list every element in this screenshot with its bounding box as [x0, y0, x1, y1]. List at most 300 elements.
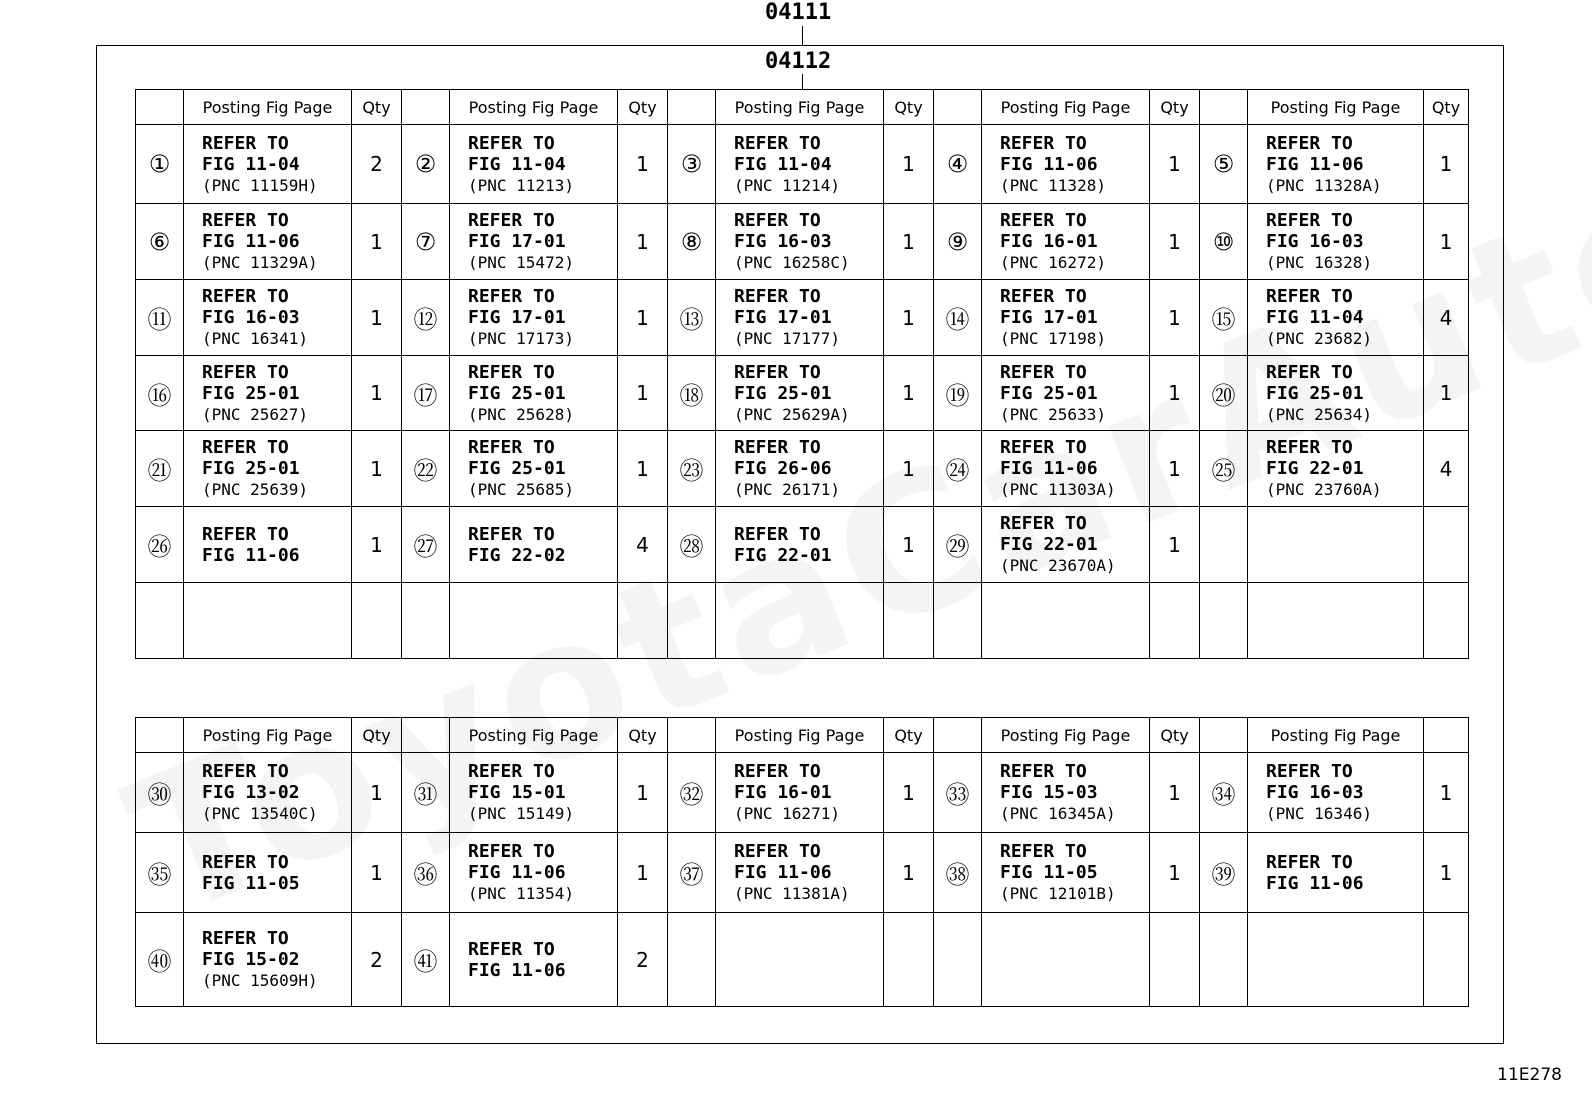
fig-number: FIG 25-01 [202, 382, 300, 404]
pnc-code: (PNC 25629A) [734, 404, 850, 424]
num-header [136, 90, 184, 125]
refer-to-label: REFER TO [734, 437, 821, 458]
fig-reference [1248, 280, 1424, 356]
qty-value: 1 [618, 753, 668, 833]
table-row [136, 431, 1469, 507]
fig-number: FIG 11-04 [734, 153, 832, 175]
pnc-code: (PNC 25634) [1266, 404, 1372, 424]
refer-to-label: REFER TO [1266, 437, 1353, 458]
fig-number: FIG 16-01 [1000, 231, 1098, 252]
callout-number: ⑨ [934, 204, 982, 280]
refer-to-label: REFER TO [1000, 286, 1087, 307]
refer-to-label: REFER TO [1266, 210, 1353, 231]
num-header [1200, 90, 1248, 125]
refer-to-label: REFER TO [202, 210, 289, 231]
fig-reference [716, 583, 884, 659]
callout-number: ① [136, 125, 184, 204]
qty-value: 2 [618, 913, 668, 1007]
qty-value: 1 [1150, 356, 1200, 431]
refer-to-label: REFER TO [1266, 132, 1353, 154]
table-row [136, 833, 1469, 913]
callout-number: ㉟ [136, 833, 184, 913]
fig-header: Posting Fig Page [1248, 90, 1424, 125]
qty-header: Qty [1150, 718, 1200, 753]
callout-number: ⑮ [1200, 280, 1248, 356]
fig-number: FIG 11-06 [1266, 872, 1364, 894]
pnc-code: (PNC 16272) [1000, 253, 1106, 272]
fig-number: FIG 25-01 [1266, 382, 1364, 404]
parts-table-1 [135, 89, 1469, 659]
qty-value: 1 [352, 431, 402, 507]
refer-to-label: REFER TO [468, 361, 555, 383]
qty-value: 1 [1150, 125, 1200, 204]
fig-reference [184, 507, 352, 583]
pnc-code: (PNC 11328A) [1266, 175, 1382, 195]
callout-number [1200, 913, 1248, 1007]
qty-value: 1 [884, 125, 934, 204]
fig-reference [716, 280, 884, 356]
fig-number: FIG 11-05 [1000, 862, 1098, 883]
table-row [136, 356, 1469, 431]
fig-header: Posting Fig Page [716, 718, 884, 753]
callout-number [1200, 583, 1248, 659]
qty-value [1150, 913, 1200, 1007]
fig-number: FIG 15-01 [468, 782, 566, 803]
qty-value: 1 [352, 356, 402, 431]
qty-value: 1 [618, 833, 668, 913]
refer-to-label: REFER TO [468, 841, 555, 862]
callout-number: ㉑ [136, 431, 184, 507]
fig-number: FIG 22-01 [1266, 458, 1364, 479]
qty-value: 1 [352, 833, 402, 913]
refer-to-label: REFER TO [468, 210, 555, 231]
callout-number: ㉒ [402, 431, 450, 507]
callout-number: ㉙ [934, 507, 982, 583]
fig-reference [450, 356, 618, 431]
fig-number: FIG 16-03 [1266, 231, 1364, 252]
callout-number: ⑱ [668, 356, 716, 431]
parts-table-2 [135, 717, 1469, 1007]
qty-header [1424, 718, 1469, 753]
fig-reference [1248, 833, 1424, 913]
figure-id: 11E278 [1497, 1065, 1562, 1085]
fig-reference [982, 753, 1150, 833]
fig-reference [184, 753, 352, 833]
fig-number: FIG 16-03 [734, 231, 832, 252]
pnc-code: (PNC 23682) [1266, 329, 1372, 348]
fig-header: Posting Fig Page [716, 90, 884, 125]
qty-value: 1 [1150, 833, 1200, 913]
fig-number: FIG 11-06 [468, 959, 566, 981]
fig-reference [184, 356, 352, 431]
pnc-code: (PNC 26171) [734, 480, 840, 499]
fig-reference [716, 507, 884, 583]
callout-number: ㉚ [136, 753, 184, 833]
fig-reference [982, 431, 1150, 507]
qty-header: Qty [618, 718, 668, 753]
qty-value: 2 [352, 913, 402, 1007]
callout-number [402, 583, 450, 659]
pnc-code: (PNC 13540C) [202, 804, 318, 823]
num-header [668, 718, 716, 753]
fig-reference [450, 507, 618, 583]
refer-to-label: REFER TO [468, 132, 555, 154]
fig-reference [1248, 125, 1424, 204]
refer-to-label: REFER TO [1000, 761, 1087, 782]
refer-to-label: REFER TO [1000, 437, 1087, 458]
num-header [402, 90, 450, 125]
callout-number: ⑩ [1200, 204, 1248, 280]
fig-reference [716, 204, 884, 280]
qty-header: Qty [618, 90, 668, 125]
callout-number [934, 583, 982, 659]
pnc-code: (PNC 17177) [734, 329, 840, 348]
fig-header: Posting Fig Page [450, 90, 618, 125]
refer-to-label: REFER TO [734, 761, 821, 782]
fig-header: Posting Fig Page [1248, 718, 1424, 753]
fig-number: FIG 25-01 [202, 458, 300, 479]
num-header [668, 90, 716, 125]
fig-number: FIG 17-01 [1000, 307, 1098, 328]
callout-number: ⑪ [136, 280, 184, 356]
pnc-code: (PNC 11328) [1000, 175, 1106, 195]
num-header [934, 718, 982, 753]
fig-reference [982, 204, 1150, 280]
callout-number: ⑳ [1200, 356, 1248, 431]
refer-to-label: REFER TO [202, 361, 289, 383]
refer-to-label: REFER TO [202, 437, 289, 458]
qty-value: 1 [884, 753, 934, 833]
qty-value: 1 [352, 507, 402, 583]
fig-number: FIG 16-01 [734, 782, 832, 803]
pnc-code: (PNC 16258C) [734, 253, 850, 272]
pnc-code: (PNC 15609H) [202, 971, 318, 990]
callout-number: ㊵ [136, 913, 184, 1007]
fig-reference [1248, 753, 1424, 833]
refer-to-label: REFER TO [1266, 286, 1353, 307]
qty-value: 1 [352, 280, 402, 356]
callout-number: ⑦ [402, 204, 450, 280]
fig-reference [184, 280, 352, 356]
qty-value: 1 [618, 280, 668, 356]
fig-number: FIG 22-01 [1000, 534, 1098, 555]
fig-reference [450, 125, 618, 204]
fig-reference [450, 431, 618, 507]
fig-reference [184, 583, 352, 659]
pnc-code: (PNC 25627) [202, 404, 308, 424]
fig-reference [450, 913, 618, 1007]
qty-header: Qty [884, 90, 934, 125]
qty-value: 1 [1424, 753, 1469, 833]
qty-value: 1 [1150, 753, 1200, 833]
qty-header: Qty [352, 718, 402, 753]
refer-to-label: REFER TO [1000, 841, 1087, 862]
table-row [136, 583, 1469, 659]
refer-to-label: REFER TO [1000, 132, 1087, 154]
qty-value: 1 [884, 507, 934, 583]
num-header [136, 718, 184, 753]
qty-value: 1 [1150, 431, 1200, 507]
callout-number: ⑬ [668, 280, 716, 356]
qty-value: 1 [1424, 204, 1469, 280]
table-header-row [136, 718, 1469, 753]
fig-reference [716, 913, 884, 1007]
fig-reference [1248, 431, 1424, 507]
refer-to-label: REFER TO [468, 761, 555, 782]
qty-value [884, 913, 934, 1007]
pnc-code: (PNC 17173) [468, 329, 574, 348]
qty-value: 1 [618, 204, 668, 280]
refer-to-label: REFER TO [202, 286, 289, 307]
pnc-code: (PNC 16271) [734, 804, 840, 823]
fig-reference [716, 356, 884, 431]
fig-number: FIG 25-01 [468, 382, 566, 404]
qty-value: 1 [884, 356, 934, 431]
fig-number: FIG 11-06 [1000, 458, 1098, 479]
pnc-code: (PNC 17198) [1000, 329, 1106, 348]
qty-header: Qty [1424, 90, 1469, 125]
qty-value: 1 [352, 753, 402, 833]
fig-header: Posting Fig Page [450, 718, 618, 753]
refer-to-label: REFER TO [468, 437, 555, 458]
callout-number: ㉕ [1200, 431, 1248, 507]
fig-reference [1248, 913, 1424, 1007]
fig-reference [716, 431, 884, 507]
fig-reference [1248, 583, 1424, 659]
callout-number: ㉘ [668, 507, 716, 583]
qty-value: 1 [884, 204, 934, 280]
qty-value: 1 [618, 125, 668, 204]
refer-to-label: REFER TO [734, 286, 821, 307]
callout-number [668, 913, 716, 1007]
callout-number: ㊶ [402, 913, 450, 1007]
fig-reference [450, 753, 618, 833]
callout-number: ㉛ [402, 753, 450, 833]
pnc-code: (PNC 12101B) [1000, 884, 1116, 903]
table-row [136, 913, 1469, 1007]
fig-number: FIG 22-02 [468, 544, 566, 566]
fig-number: FIG 11-04 [468, 153, 566, 175]
fig-number: FIG 13-02 [202, 782, 300, 803]
refer-to-label: REFER TO [468, 938, 555, 960]
fig-reference [1248, 507, 1424, 583]
fig-reference [1248, 204, 1424, 280]
fig-number: FIG 11-06 [468, 862, 566, 883]
callout-number: ② [402, 125, 450, 204]
refer-to-label: REFER TO [1266, 361, 1353, 383]
qty-value [884, 583, 934, 659]
qty-header: Qty [352, 90, 402, 125]
fig-number: FIG 11-04 [1266, 307, 1364, 328]
fig-reference [982, 583, 1150, 659]
refer-to-label: REFER TO [1000, 361, 1087, 383]
fig-reference [184, 833, 352, 913]
fig-reference [982, 280, 1150, 356]
qty-header: Qty [1150, 90, 1200, 125]
qty-value: 1 [618, 431, 668, 507]
num-header [934, 90, 982, 125]
pnc-code: (PNC 25628) [468, 404, 574, 424]
pnc-code: (PNC 11354) [468, 884, 574, 903]
pnc-code: (PNC 15149) [468, 804, 574, 823]
fig-number: FIG 11-06 [202, 231, 300, 252]
callout-number [1200, 507, 1248, 583]
callout-number: ㉖ [136, 507, 184, 583]
fig-reference [1248, 356, 1424, 431]
fig-number: FIG 11-06 [1000, 153, 1098, 175]
refer-to-label: REFER TO [1266, 761, 1353, 782]
qty-value: 1 [352, 204, 402, 280]
fig-number: FIG 25-01 [734, 382, 832, 404]
fig-reference [982, 125, 1150, 204]
fig-number: FIG 15-02 [202, 949, 300, 970]
callout-number: ㊴ [1200, 833, 1248, 913]
refer-to-label: REFER TO [734, 523, 821, 545]
callout-number: ⑭ [934, 280, 982, 356]
qty-value: 4 [618, 507, 668, 583]
fig-reference [982, 913, 1150, 1007]
fig-header: Posting Fig Page [184, 718, 352, 753]
fig-number: FIG 11-04 [202, 153, 300, 175]
fig-header: Posting Fig Page [184, 90, 352, 125]
refer-to-label: REFER TO [1000, 210, 1087, 231]
callout-number: ⑲ [934, 356, 982, 431]
qty-value: 1 [1150, 280, 1200, 356]
pnc-code: (PNC 25685) [468, 480, 574, 499]
table-row [136, 753, 1469, 833]
fig-reference [450, 833, 618, 913]
qty-value: 1 [884, 280, 934, 356]
refer-to-label: REFER TO [1266, 851, 1353, 873]
pnc-code: (PNC 25639) [202, 480, 308, 499]
fig-number: FIG 25-01 [468, 458, 566, 479]
pnc-code: (PNC 11381A) [734, 884, 850, 903]
fig-reference [184, 125, 352, 204]
connector-line-top [802, 26, 803, 46]
refer-to-label: REFER TO [734, 841, 821, 862]
table-row [136, 507, 1469, 583]
fig-number: FIG 25-01 [1000, 382, 1098, 404]
callout-number: ⑤ [1200, 125, 1248, 204]
pnc-code: (PNC 23760A) [1266, 480, 1382, 499]
callout-number: ㉔ [934, 431, 982, 507]
fig-header: Posting Fig Page [982, 90, 1150, 125]
refer-to-label: REFER TO [1000, 513, 1087, 534]
qty-value [1150, 583, 1200, 659]
qty-value: 1 [884, 431, 934, 507]
pnc-code: (PNC 11303A) [1000, 480, 1116, 499]
fig-number: FIG 16-03 [202, 307, 300, 328]
refer-to-label: REFER TO [734, 132, 821, 154]
refer-to-label: REFER TO [734, 361, 821, 383]
qty-value [1424, 913, 1469, 1007]
refer-to-label: REFER TO [202, 132, 289, 154]
group-code-04112: 04112 [765, 49, 832, 74]
qty-value: 1 [1424, 125, 1469, 204]
fig-number: FIG 17-01 [468, 307, 566, 328]
callout-number: ③ [668, 125, 716, 204]
callout-number: ㊱ [402, 833, 450, 913]
callout-number: ⑥ [136, 204, 184, 280]
num-header [402, 718, 450, 753]
pnc-code: (PNC 16346) [1266, 804, 1372, 823]
fig-number: FIG 15-03 [1000, 782, 1098, 803]
fig-number: FIG 11-06 [1266, 153, 1364, 175]
fig-number: FIG 17-01 [734, 307, 832, 328]
fig-number: FIG 11-06 [202, 544, 300, 566]
callout-number: ㉝ [934, 753, 982, 833]
callout-number: ⑫ [402, 280, 450, 356]
fig-number: FIG 17-01 [468, 231, 566, 252]
qty-value: 1 [1424, 833, 1469, 913]
pnc-code: (PNC 11329A) [202, 253, 318, 272]
fig-number: FIG 16-03 [1266, 782, 1364, 803]
callout-number [934, 913, 982, 1007]
fig-reference [184, 431, 352, 507]
pnc-code: (PNC 16328) [1266, 253, 1372, 272]
qty-value: 1 [1424, 356, 1469, 431]
pnc-code: (PNC 25633) [1000, 404, 1106, 424]
callout-number [668, 583, 716, 659]
callout-number: ㉓ [668, 431, 716, 507]
fig-reference [450, 204, 618, 280]
fig-reference [982, 833, 1150, 913]
refer-to-label: REFER TO [202, 523, 289, 545]
qty-value: 4 [1424, 431, 1469, 507]
table-row [136, 280, 1469, 356]
qty-value [352, 583, 402, 659]
fig-number: FIG 22-01 [734, 544, 832, 566]
qty-value: 1 [1150, 507, 1200, 583]
fig-number: FIG 11-06 [734, 862, 832, 883]
pnc-code: (PNC 15472) [468, 253, 574, 272]
fig-reference [450, 280, 618, 356]
table-row [136, 125, 1469, 204]
table-header-row [136, 90, 1469, 125]
callout-number [136, 583, 184, 659]
callout-number: ㊳ [934, 833, 982, 913]
refer-to-label: REFER TO [734, 210, 821, 231]
fig-header: Posting Fig Page [982, 718, 1150, 753]
fig-reference [716, 833, 884, 913]
callout-number: ⑧ [668, 204, 716, 280]
num-header [1200, 718, 1248, 753]
refer-to-label: REFER TO [202, 851, 289, 873]
qty-value [618, 583, 668, 659]
callout-number: ㊲ [668, 833, 716, 913]
qty-value: 1 [1150, 204, 1200, 280]
qty-value: 2 [352, 125, 402, 204]
pnc-code: (PNC 11159H) [202, 175, 318, 195]
pnc-code: (PNC 23670A) [1000, 556, 1116, 575]
refer-to-label: REFER TO [202, 761, 289, 782]
fig-reference [450, 583, 618, 659]
fig-reference [184, 913, 352, 1007]
fig-reference [716, 753, 884, 833]
pnc-code: (PNC 16341) [202, 329, 308, 348]
qty-value [1424, 507, 1469, 583]
refer-to-label: REFER TO [202, 928, 289, 949]
fig-number: FIG 26-06 [734, 458, 832, 479]
qty-value [1424, 583, 1469, 659]
pnc-code: (PNC 11214) [734, 175, 840, 195]
pnc-code: (PNC 16345A) [1000, 804, 1116, 823]
refer-to-label: REFER TO [468, 286, 555, 307]
callout-number: ④ [934, 125, 982, 204]
callout-number: ㉜ [668, 753, 716, 833]
callout-number: ⑯ [136, 356, 184, 431]
group-code-04111: 04111 [765, 0, 832, 25]
